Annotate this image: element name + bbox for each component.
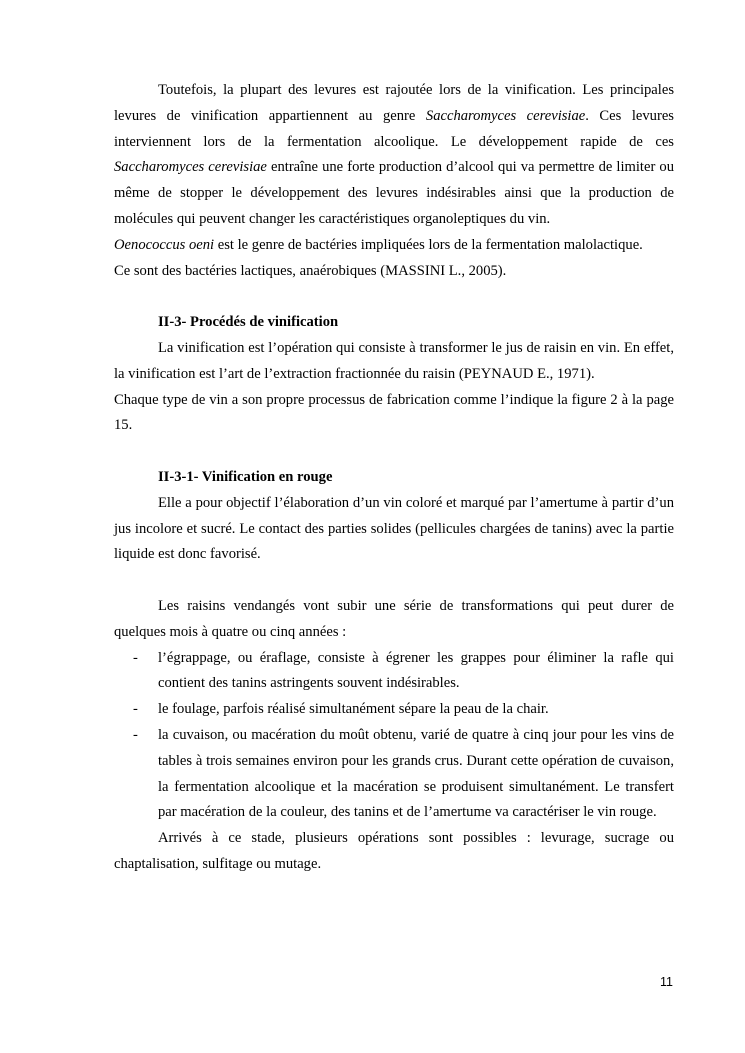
list-item: - le foulage, parfois réalisé simultanément sépare la peau de la chair.: [114, 697, 674, 723]
dash-bullet: -: [133, 701, 138, 718]
paragraph: Chaque type de vin a son propre processus de fabrication comme l’indique la figure 2 à la page 15.: [114, 391, 674, 434]
paragraph: Arrivés à ce stade, plusieurs opérations sont possibles : levurage, sucrage ou chaptalisation, sulfitage ou mutage.: [114, 830, 674, 872]
subsection-heading: II-3-1- Vinification en rouge: [158, 468, 333, 485]
dash-bullet: -: [133, 649, 138, 666]
paragraph: Les raisins vendangés vont subir une série de transformations qui peut durer de quelques mois à quatre ou cinq années :: [114, 597, 674, 640]
species-name: Saccharomyces cerevisiae: [425, 107, 586, 124]
paragraph: Elle a pour objectif l’élaboration d’un vin coloré et marqué par l’amertume à partir d’un jus incolore et sucré. Le contact des parties solides (pellicules chargées de tanins) avec la partie liquide est donc favorisé.: [114, 494, 674, 563]
paragraph-bacteria: Oenococcus oeni est le genre de bactéries impliquées lors de la fermentation malolactique.: [114, 236, 643, 253]
page-number: 11: [660, 975, 673, 989]
species-name: Oenococcus oeni: [114, 236, 215, 253]
paragraph-lactic: Ce sont des bactéries lactiques, anaérobiques (MASSINI L., 2005).: [114, 262, 507, 279]
steps-list: [114, 646, 674, 827]
list-item: - l’égrappage, ou éraflage, consiste à égrener les grappes pour éliminer la rafle qui contient des tanins astringents souvent indésirables.: [114, 646, 674, 698]
paragraph: La vinification est l’opération qui consiste à transformer le jus de raisin en vin. En effet, la vinification est l’art de l’extraction fractionnée du raisin (PEYNAUD E., 1971).: [114, 339, 674, 382]
dash-bullet: -: [133, 726, 138, 743]
section-heading: II-3- Procédés de vinification: [158, 314, 339, 331]
species-name: Saccharomyces cerevisiae: [114, 159, 267, 176]
page-body: [114, 78, 674, 878]
paragraph-yeasts: Toutefois, la plupart des levures est rajoutée lors de la vinification. Les principales levures de vinification appartiennent au genre Saccharomyces cerevisiae. Ces levures interviennent lors de la fermentation alcoolique. Le développement rapide de ces Saccharomyces cerevisiae entraîne une forte production d’alcool qui va permettre de limiter ou même de stopper le développement des levures indésirables ainsi que la production de molécules qui peuvent changer les caractéristiques organoleptiques du vin.: [114, 82, 674, 227]
list-item: - la cuvaison, ou macération du moût obtenu, varié de quatre à cinq jour pour les vins de tables à trois semaines environ pour les grands crus. Durant cette opération de cuvaison, la fermentation alcoolique et la macération se produisent simultanément. Le transfert par macération de la couleur, des tanins et de l’amertume va caractériser le vin rouge.: [114, 723, 674, 826]
